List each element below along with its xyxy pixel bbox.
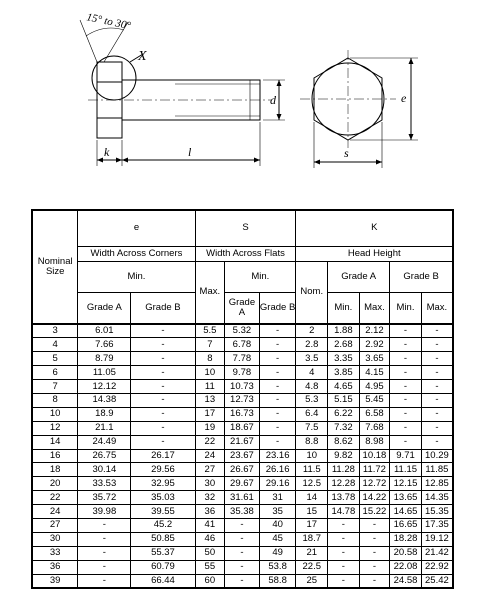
k-grade-a-min-cell: 5.15: [328, 393, 360, 407]
table-row: [32, 491, 453, 505]
e-grade-a-cell: 6.01: [78, 324, 131, 338]
table-row: [32, 546, 453, 560]
k-grade-b-min-cell: -: [390, 324, 422, 338]
s-max-cell: 55: [195, 560, 225, 574]
table-row: [32, 477, 453, 491]
k-grade-b-max-cell: -: [421, 352, 453, 366]
s-grade-a-cell: 26.67: [225, 463, 260, 477]
s-max-cell: 11: [195, 380, 225, 394]
s-grade-a-cell: 21.67: [225, 435, 260, 449]
s-grade-a-cell: -: [225, 532, 260, 546]
k-nom-cell: 17: [296, 518, 328, 532]
k-grade-a-max-cell: 3.65: [359, 352, 390, 366]
k-grade-a-max-cell: 4.15: [359, 366, 390, 380]
s-min-header: Min.: [225, 261, 296, 292]
nominal-size-cell: 33: [32, 546, 78, 560]
k-nom-cell: 3.5: [296, 352, 328, 366]
s-max-cell: 19: [195, 421, 225, 435]
e-grade-b-cell: 39.55: [131, 505, 195, 519]
s-grade-b-cell: 26.16: [259, 463, 296, 477]
s-grade-a-cell: -: [225, 574, 260, 588]
s-max-cell: 8: [195, 352, 225, 366]
k-grade-b-min-cell: -: [390, 338, 422, 352]
k-grade-b-min-cell: -: [390, 407, 422, 421]
e-grade-a-cell: 21.1: [78, 421, 131, 435]
k-grade-b-min-header: Min.: [390, 292, 422, 324]
e-grade-a-cell: -: [78, 532, 131, 546]
k-grade-a-max-cell: 5.45: [359, 393, 390, 407]
table-row: [32, 407, 453, 421]
s-max-cell: 27: [195, 463, 225, 477]
k-grade-b-max-cell: 14.35: [421, 491, 453, 505]
nominal-size-cell: 24: [32, 505, 78, 519]
e-grade-b-cell: -: [131, 393, 195, 407]
e-grade-b-cell: -: [131, 421, 195, 435]
k-nom-cell: 21: [296, 546, 328, 560]
e-grade-a-cell: 12.12: [78, 380, 131, 394]
nominal-size-cell: 36: [32, 560, 78, 574]
s-max-header: Max.: [195, 261, 225, 324]
s-header: S: [195, 210, 296, 246]
k-grade-a-max-cell: -: [359, 518, 390, 532]
k-nom-header: Nom.: [296, 261, 328, 324]
s-grade-b-cell: -: [259, 338, 296, 352]
s-grade-a-cell: 6.78: [225, 338, 260, 352]
k-grade-a-min-cell: -: [328, 518, 360, 532]
k-grade-a-max-cell: 4.95: [359, 380, 390, 394]
k-grade-a-min-cell: 14.78: [328, 505, 360, 519]
k-grade-b-max-cell: 22.92: [421, 560, 453, 574]
nominal-size-cell: 14: [32, 435, 78, 449]
nominal-size-cell: 18: [32, 463, 78, 477]
k-header: K: [296, 210, 453, 246]
table-row: [32, 380, 453, 394]
k-nom-cell: 5.3: [296, 393, 328, 407]
k-nom-cell: 2.8: [296, 338, 328, 352]
k-grade-b-min-cell: 20.58: [390, 546, 422, 560]
e-grade-b-cell: -: [131, 380, 195, 394]
e-grade-a-cell: 39.98: [78, 505, 131, 519]
table-row: [32, 449, 453, 463]
s-grade-b-cell: 23.16: [259, 449, 296, 463]
k-grade-b-min-cell: 11.15: [390, 463, 422, 477]
e-grade-a-cell: 11.05: [78, 366, 131, 380]
s-max-cell: 17: [195, 407, 225, 421]
k-grade-b-max-cell: -: [421, 324, 453, 338]
k-grade-b-max-cell: 25.42: [421, 574, 453, 588]
e-grade-a-cell: 24.49: [78, 435, 131, 449]
k-grade-b-max-cell: 17.35: [421, 518, 453, 532]
nominal-size-cell: 30: [32, 532, 78, 546]
nominal-size-cell: 6: [32, 366, 78, 380]
nominal-size-cell: 20: [32, 477, 78, 491]
s-grade-a-header: Grade A: [225, 292, 260, 324]
k-grade-a-min-cell: -: [328, 560, 360, 574]
k-grade-b-max-cell: 19.12: [421, 532, 453, 546]
e-grade-b-cell: 66.44: [131, 574, 195, 588]
s-grade-a-cell: 9.78: [225, 366, 260, 380]
e-grade-a-cell: 26.75: [78, 449, 131, 463]
s-grade-a-cell: 35.38: [225, 505, 260, 519]
s-grade-b-cell: 40: [259, 518, 296, 532]
detail-label: X: [138, 49, 147, 64]
k-nom-cell: 14: [296, 491, 328, 505]
table-row: [32, 574, 453, 588]
e-grade-a-cell: 14.38: [78, 393, 131, 407]
e-header: e: [78, 210, 195, 246]
s-grade-b-cell: -: [259, 366, 296, 380]
e-grade-a-cell: 33.53: [78, 477, 131, 491]
s-grade-a-cell: 18.67: [225, 421, 260, 435]
table-body: [32, 324, 453, 589]
k-nom-cell: 11.5: [296, 463, 328, 477]
k-grade-a-header: Grade A: [328, 261, 390, 292]
k-grade-a-min-cell: 9.82: [328, 449, 360, 463]
k-grade-a-max-cell: 11.72: [359, 463, 390, 477]
e-grade-b-cell: -: [131, 366, 195, 380]
e-grade-a-cell: -: [78, 574, 131, 588]
s-grade-a-cell: -: [225, 560, 260, 574]
nominal-size-cell: 12: [32, 421, 78, 435]
e-grade-b-cell: -: [131, 324, 195, 338]
dim-label-s: s: [344, 146, 349, 160]
s-grade-a-cell: 29.67: [225, 477, 260, 491]
table-row: [32, 393, 453, 407]
e-grade-a-cell: 8.79: [78, 352, 131, 366]
nominal-size-cell: 10: [32, 407, 78, 421]
nominal-size-cell: 27: [32, 518, 78, 532]
k-grade-a-max-cell: -: [359, 546, 390, 560]
s-grade-a-cell: 31.61: [225, 491, 260, 505]
e-grade-a-cell: -: [78, 560, 131, 574]
k-grade-a-max-cell: 10.18: [359, 449, 390, 463]
s-grade-a-cell: 7.78: [225, 352, 260, 366]
s-max-cell: 30: [195, 477, 225, 491]
k-grade-a-min-cell: 7.32: [328, 421, 360, 435]
k-nom-cell: 18.7: [296, 532, 328, 546]
k-grade-a-min-cell: 3.35: [328, 352, 360, 366]
s-grade-b-cell: -: [259, 393, 296, 407]
s-grade-a-cell: -: [225, 518, 260, 532]
k-grade-b-min-cell: 22.08: [390, 560, 422, 574]
k-grade-b-min-cell: 12.15: [390, 477, 422, 491]
k-grade-b-max-cell: -: [421, 338, 453, 352]
e-grade-b-cell: -: [131, 352, 195, 366]
bolt-dimensions-table: [31, 209, 454, 589]
k-grade-a-min-header: Min.: [328, 292, 360, 324]
k-grade-b-max-cell: -: [421, 380, 453, 394]
s-grade-b-cell: -: [259, 435, 296, 449]
k-grade-b-max-cell: -: [421, 407, 453, 421]
e-grade-b-cell: 26.17: [131, 449, 195, 463]
table-row: [32, 324, 453, 338]
nominal-size-cell: 4: [32, 338, 78, 352]
s-grade-a-cell: 23.67: [225, 449, 260, 463]
k-grade-b-max-cell: 12.85: [421, 477, 453, 491]
s-max-cell: 50: [195, 546, 225, 560]
e-grade-b-cell: -: [131, 435, 195, 449]
k-nom-cell: 15: [296, 505, 328, 519]
s-max-cell: 60: [195, 574, 225, 588]
e-grade-a-cell: 18.9: [78, 407, 131, 421]
s-max-cell: 22: [195, 435, 225, 449]
e-grade-b-cell: 29.56: [131, 463, 195, 477]
k-grade-b-min-cell: 9.71: [390, 449, 422, 463]
s-grade-a-cell: 5.32: [225, 324, 260, 338]
k-grade-b-min-cell: -: [390, 352, 422, 366]
e-grade-b-cell: 45.2: [131, 518, 195, 532]
s-max-cell: 32: [195, 491, 225, 505]
k-grade-b-max-cell: -: [421, 421, 453, 435]
table-row: [32, 518, 453, 532]
k-grade-a-max-header: Max.: [359, 292, 390, 324]
e-min-header: Min.: [78, 261, 195, 292]
nominal-size-cell: 3: [32, 324, 78, 338]
table-row: [32, 505, 453, 519]
k-grade-b-header: Grade B: [390, 261, 453, 292]
k-grade-b-min-cell: -: [390, 393, 422, 407]
s-grade-b-cell: -: [259, 407, 296, 421]
s-grade-b-cell: -: [259, 324, 296, 338]
k-grade-b-max-cell: -: [421, 435, 453, 449]
k-nom-cell: 4: [296, 366, 328, 380]
k-grade-a-min-cell: -: [328, 574, 360, 588]
e-grade-a-cell: 30.14: [78, 463, 131, 477]
k-grade-b-max-cell: -: [421, 393, 453, 407]
s-max-cell: 41: [195, 518, 225, 532]
s-grade-b-cell: 29.16: [259, 477, 296, 491]
e-grade-a-header: Grade A: [78, 292, 131, 324]
k-grade-b-max-cell: 10.29: [421, 449, 453, 463]
s-grade-b-cell: 45: [259, 532, 296, 546]
detail-circle: [92, 56, 136, 100]
e-grade-a-cell: 7.66: [78, 338, 131, 352]
s-max-cell: 13: [195, 393, 225, 407]
k-grade-a-min-cell: 4.65: [328, 380, 360, 394]
k-grade-b-max-cell: 21.42: [421, 546, 453, 560]
dim-label-k: k: [104, 145, 110, 159]
table-row: [32, 338, 453, 352]
e-description: Width Across Corners: [78, 246, 195, 261]
e-grade-b-cell: -: [131, 407, 195, 421]
e-grade-a-cell: -: [78, 546, 131, 560]
k-grade-b-max-header: Max.: [421, 292, 453, 324]
k-grade-a-min-cell: 3.85: [328, 366, 360, 380]
nominal-size-cell: 39: [32, 574, 78, 588]
table-row: [32, 366, 453, 380]
s-grade-b-cell: 58.8: [259, 574, 296, 588]
k-grade-b-min-cell: 16.65: [390, 518, 422, 532]
e-grade-b-cell: 50.85: [131, 532, 195, 546]
k-grade-a-max-cell: 2.92: [359, 338, 390, 352]
e-grade-a-cell: -: [78, 518, 131, 532]
k-grade-b-min-cell: 13.65: [390, 491, 422, 505]
s-max-cell: 46: [195, 532, 225, 546]
k-grade-b-min-cell: 18.28: [390, 532, 422, 546]
k-grade-a-max-cell: 12.72: [359, 477, 390, 491]
s-max-cell: 7: [195, 338, 225, 352]
table-row: [32, 560, 453, 574]
k-grade-b-min-cell: -: [390, 380, 422, 394]
k-grade-a-max-cell: 14.22: [359, 491, 390, 505]
k-grade-a-min-cell: 2.68: [328, 338, 360, 352]
k-nom-cell: 4.8: [296, 380, 328, 394]
nominal-size-cell: 16: [32, 449, 78, 463]
dim-label-d: d: [270, 93, 276, 107]
dim-label-e: e: [401, 91, 407, 105]
k-grade-b-max-cell: -: [421, 366, 453, 380]
s-description: Width Across Flats: [195, 246, 296, 261]
k-grade-a-max-cell: 8.98: [359, 435, 390, 449]
k-grade-a-min-cell: 12.28: [328, 477, 360, 491]
table-row: [32, 352, 453, 366]
k-nom-cell: 2: [296, 324, 328, 338]
k-nom-cell: 6.4: [296, 407, 328, 421]
k-grade-b-min-cell: -: [390, 421, 422, 435]
nominal-size-cell: 8: [32, 393, 78, 407]
k-grade-b-min-cell: 14.65: [390, 505, 422, 519]
k-grade-a-max-cell: -: [359, 560, 390, 574]
s-grade-b-cell: 35: [259, 505, 296, 519]
table-row: [32, 421, 453, 435]
s-grade-a-cell: -: [225, 546, 260, 560]
s-max-cell: 24: [195, 449, 225, 463]
s-grade-b-header: Grade B: [259, 292, 296, 324]
k-grade-b-min-cell: -: [390, 366, 422, 380]
s-grade-b-cell: -: [259, 352, 296, 366]
nominal-size-cell: 7: [32, 380, 78, 394]
s-max-cell: 5.5: [195, 324, 225, 338]
nominal-size-cell: 5: [32, 352, 78, 366]
k-grade-b-min-cell: -: [390, 435, 422, 449]
s-max-cell: 36: [195, 505, 225, 519]
s-grade-b-cell: -: [259, 421, 296, 435]
nominal-size-header: Nominal Size: [32, 210, 78, 324]
k-grade-a-min-cell: 1.88: [328, 324, 360, 338]
k-nom-cell: 7.5: [296, 421, 328, 435]
k-grade-a-max-cell: 2.12: [359, 324, 390, 338]
k-grade-a-min-cell: -: [328, 532, 360, 546]
k-grade-a-min-cell: 11.28: [328, 463, 360, 477]
k-nom-cell: 22.5: [296, 560, 328, 574]
s-grade-a-cell: 16.73: [225, 407, 260, 421]
s-grade-a-cell: 12.73: [225, 393, 260, 407]
k-grade-a-max-cell: 7.68: [359, 421, 390, 435]
s-grade-b-cell: 49: [259, 546, 296, 560]
table-row: [32, 463, 453, 477]
k-grade-b-max-cell: 15.35: [421, 505, 453, 519]
e-grade-a-cell: 35.72: [78, 491, 131, 505]
k-grade-a-min-cell: 13.78: [328, 491, 360, 505]
bolt-dimension-drawing: [0, 0, 481, 200]
k-grade-a-min-cell: 6.22: [328, 407, 360, 421]
s-grade-a-cell: 10.73: [225, 380, 260, 394]
k-grade-a-max-cell: -: [359, 574, 390, 588]
k-nom-cell: 10: [296, 449, 328, 463]
k-grade-a-max-cell: 15.22: [359, 505, 390, 519]
nominal-size-cell: 22: [32, 491, 78, 505]
angle-label: 15° to 30°: [85, 11, 132, 33]
k-grade-b-min-cell: 24.58: [390, 574, 422, 588]
e-grade-b-cell: 32.95: [131, 477, 195, 491]
e-grade-b-header: Grade B: [131, 292, 195, 324]
e-grade-b-cell: 35.03: [131, 491, 195, 505]
k-nom-cell: 25: [296, 574, 328, 588]
k-nom-cell: 12.5: [296, 477, 328, 491]
e-grade-b-cell: 55.37: [131, 546, 195, 560]
k-grade-b-max-cell: 11.85: [421, 463, 453, 477]
k-nom-cell: 8.8: [296, 435, 328, 449]
k-grade-a-min-cell: -: [328, 546, 360, 560]
k-grade-a-max-cell: 6.58: [359, 407, 390, 421]
k-grade-a-max-cell: -: [359, 532, 390, 546]
s-max-cell: 10: [195, 366, 225, 380]
s-grade-b-cell: 53.8: [259, 560, 296, 574]
table-row: [32, 435, 453, 449]
k-description: Head Height: [296, 246, 453, 261]
s-grade-b-cell: -: [259, 380, 296, 394]
s-grade-b-cell: 31: [259, 491, 296, 505]
e-grade-b-cell: -: [131, 338, 195, 352]
table-row: [32, 532, 453, 546]
dim-label-l: l: [188, 145, 192, 159]
k-grade-a-min-cell: 8.62: [328, 435, 360, 449]
e-grade-b-cell: 60.79: [131, 560, 195, 574]
